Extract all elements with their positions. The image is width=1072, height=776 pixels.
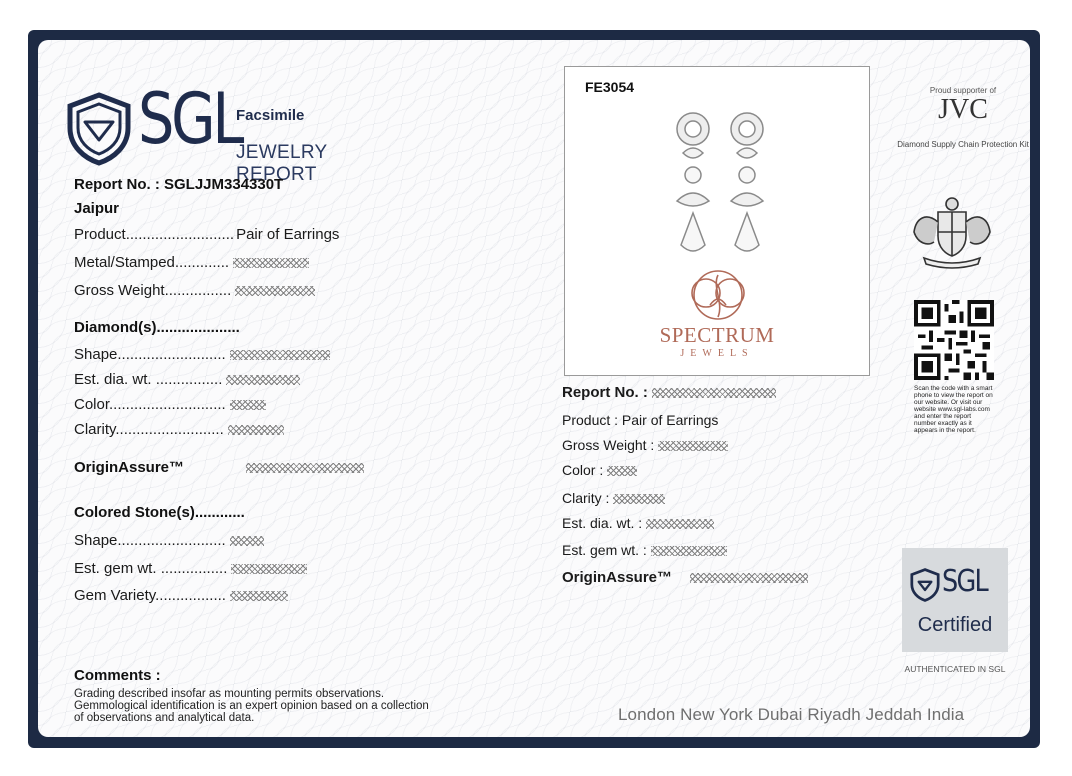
summary-clarity xyxy=(562,490,665,506)
sgl-shield-icon xyxy=(910,568,940,602)
colored-row-variety xyxy=(74,587,288,604)
product-photo xyxy=(564,66,870,376)
qr-instructions: Scan the code with a smart phone to view the report on our website. Or visit our website www.sgl-labs.com and enter the report number exactly as it appears in the report. xyxy=(914,385,993,434)
detail-row-metal xyxy=(74,254,309,271)
redacted-value xyxy=(652,388,776,398)
diamond-row-weight xyxy=(74,371,300,388)
redacted-value xyxy=(233,258,309,268)
redacted-value xyxy=(690,573,808,583)
comments-title: Comments : xyxy=(74,667,161,684)
summary-label: Est. dia. wt. : xyxy=(562,515,643,531)
sgl-wordmark: SGL xyxy=(138,78,242,160)
redacted-value xyxy=(230,400,266,410)
summary-label: Gross Weight : xyxy=(562,437,655,453)
origin-assure-row xyxy=(74,459,364,476)
diamond-label: Shape.......................... xyxy=(74,346,226,363)
redacted-value xyxy=(228,425,284,435)
sgl-shield-icon xyxy=(66,92,132,166)
facsimile-label: Facsimile xyxy=(236,107,305,124)
diamond-label: Clarity.......................... xyxy=(74,421,224,438)
report-city: Jaipur xyxy=(74,200,120,217)
diamond-row-clarity xyxy=(74,421,284,438)
summary-report-number xyxy=(562,384,776,401)
comments-text: Grading described insofar as mounting permits observations. Gemmological identification is an expert opinion based on a collection of observations and analytical data. xyxy=(74,688,429,724)
redacted-value xyxy=(230,591,288,601)
summary-origin xyxy=(562,569,808,586)
colored-label: Gem Variety................. xyxy=(74,587,226,604)
redacted-value xyxy=(651,546,727,556)
earrings-image xyxy=(665,109,775,269)
redacted-value xyxy=(658,441,728,451)
detail-row-gross-weight xyxy=(74,282,315,299)
spectrum-name: SPECTRUM xyxy=(659,323,775,347)
redacted-value xyxy=(231,564,307,574)
summary-product: Product : Pair of Earrings xyxy=(562,412,719,428)
spectrum-sub: JEWELS xyxy=(680,348,754,359)
summary-label: Report No. : xyxy=(562,384,648,401)
colored-row-shape xyxy=(74,532,264,549)
origin-label: OriginAssure™ xyxy=(74,459,185,476)
coat-of-arms-icon xyxy=(904,192,1000,270)
redacted-value xyxy=(607,466,637,476)
redacted-value xyxy=(226,375,300,385)
report-type: JEWELRY REPORT xyxy=(236,142,328,185)
report-number: Report No. : SGLJJM334330T xyxy=(74,176,284,193)
jvc-subtitle: Diamond Supply Chain Protection Kit xyxy=(897,140,1029,149)
summary-label: Est. gem wt. : xyxy=(562,542,647,558)
colored-stones-title: Colored Stone(s)............ xyxy=(74,504,245,521)
redacted-value xyxy=(235,286,315,296)
diamond-label: Color............................ xyxy=(74,396,226,413)
redacted-value xyxy=(613,494,665,504)
summary-label: Color : xyxy=(562,462,604,478)
jvc-logo: JVC xyxy=(938,94,988,125)
diamonds-title: Diamond(s).................... xyxy=(74,319,240,336)
sgl-certified-badge xyxy=(902,548,1008,652)
summary-label: Clarity : xyxy=(562,490,610,506)
spectrum-jewels-logo xyxy=(676,267,760,323)
summary-label: OriginAssure™ xyxy=(562,569,673,586)
detail-row-product xyxy=(74,226,339,243)
colored-label: Est. gem wt. ................ xyxy=(74,560,228,577)
proud-supporter-label: Proud supporter of xyxy=(929,86,997,95)
detail-label: Product.......................... xyxy=(74,226,235,243)
diamond-label: Est. dia. wt. ................ xyxy=(74,371,223,388)
detail-value: Pair of Earrings xyxy=(236,226,340,243)
cert-wordmark: SGL xyxy=(942,564,988,599)
qr-code[interactable] xyxy=(914,300,994,380)
detail-label: Gross Weight................ xyxy=(74,282,232,299)
redacted-value xyxy=(230,536,264,546)
jewelry-report-card xyxy=(38,40,1030,737)
summary-gross-weight xyxy=(562,437,728,453)
summary-est-gem xyxy=(562,542,727,558)
product-sku: FE3054 xyxy=(585,79,635,95)
redacted-value xyxy=(230,350,330,360)
diamond-row-color xyxy=(74,396,266,413)
certified-label: Certified xyxy=(917,614,993,636)
colored-row-weight xyxy=(74,560,307,577)
authenticated-label: AUTHENTICATED IN SGL xyxy=(904,664,1006,674)
summary-color xyxy=(562,462,637,478)
redacted-value xyxy=(646,519,714,529)
office-cities: London New York Dubai Riyadh Jeddah India xyxy=(618,705,965,724)
diamond-row-shape xyxy=(74,346,330,363)
summary-est-dia xyxy=(562,515,714,531)
detail-label: Metal/Stamped............. xyxy=(74,254,230,271)
redacted-value xyxy=(246,463,364,473)
colored-label: Shape.......................... xyxy=(74,532,226,549)
